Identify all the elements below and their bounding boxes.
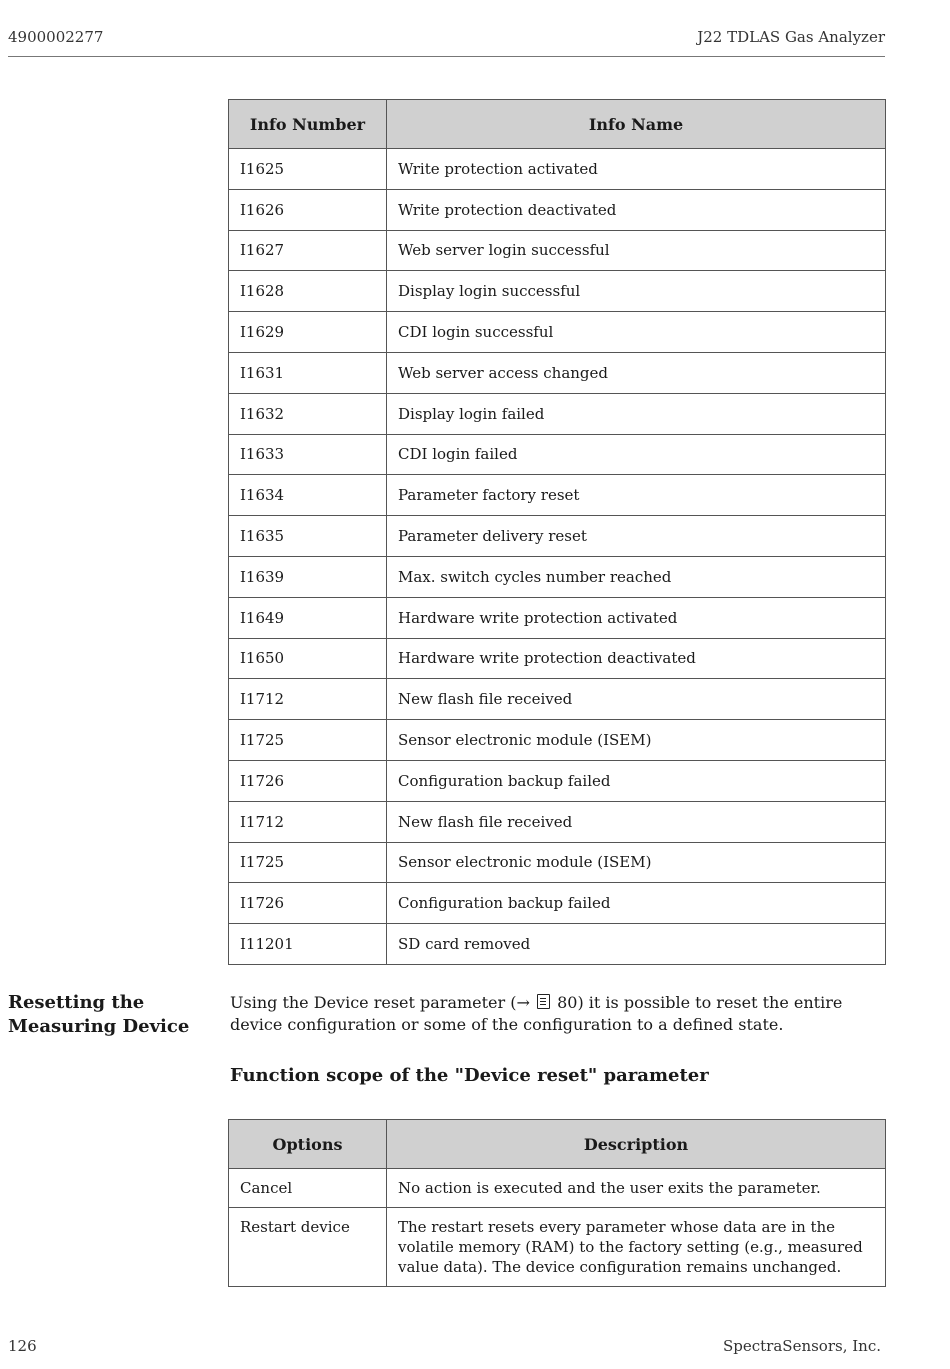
table-cell-value: Configuration backup failed (387, 760, 886, 801)
table-cell-key: I11201 (229, 924, 387, 965)
table-cell-key: I1628 (229, 271, 387, 312)
page-number: 126 (8, 1337, 37, 1355)
doc-number: 4900002277 (8, 28, 104, 46)
table-cell-key: I1633 (229, 434, 387, 475)
options-table (228, 1119, 886, 1287)
column-header: Description (387, 1120, 886, 1169)
table-cell-value: New flash file received (387, 679, 886, 720)
table-cell-value: Parameter delivery reset (387, 516, 886, 557)
table-cell-key: I1725 (229, 720, 387, 761)
table-row (229, 271, 886, 312)
column-header: Info Name (387, 100, 886, 149)
table-cell-value: Web server login successful (387, 230, 886, 271)
table-header-row (229, 100, 886, 149)
table-row (229, 149, 886, 190)
table-row (229, 434, 886, 475)
table-cell-key: I1639 (229, 556, 387, 597)
info-table (228, 99, 886, 965)
table-cell-value: No action is executed and the user exits the parameter. (387, 1169, 886, 1208)
table-row (229, 679, 886, 720)
table-cell-key: I1627 (229, 230, 387, 271)
table-cell-key: I1725 (229, 842, 387, 883)
table-row (229, 924, 886, 965)
table-row (229, 720, 886, 761)
table-cell-key: I1650 (229, 638, 387, 679)
table-cell-value: Write protection deactivated (387, 189, 886, 230)
table-row (229, 312, 886, 353)
options-table-body (229, 1169, 886, 1287)
table-row (229, 842, 886, 883)
table-row (229, 801, 886, 842)
table-row (229, 638, 886, 679)
table-cell-key: I1632 (229, 393, 387, 434)
doc-title: J22 TDLAS Gas Analyzer (697, 28, 885, 46)
table-row (229, 352, 886, 393)
table-cell-value: New flash file received (387, 801, 886, 842)
table-row (229, 597, 886, 638)
table-cell-key: I1712 (229, 679, 387, 720)
table-row (229, 230, 886, 271)
table-cell-value: Max. switch cycles number reached (387, 556, 886, 597)
table-row (229, 1169, 886, 1208)
table-row (229, 883, 886, 924)
table-cell-key: I1631 (229, 352, 387, 393)
paragraph-text: ) it is possible to reset the entire device configuration or some of the configuration to a defined state. (230, 993, 843, 1034)
table-cell-key: I1649 (229, 597, 387, 638)
table-cell-value: The restart resets every parameter whose data are in the volatile memory (RAM) to the factory setting (e.g., measured value data). The device configuration remains unchanged. (387, 1208, 886, 1287)
table-cell-value: Sensor electronic module (ISEM) (387, 842, 886, 883)
column-header: Options (229, 1120, 387, 1169)
table-cell-value: CDI login successful (387, 312, 886, 353)
table-cell-value: Write protection activated (387, 149, 886, 190)
table-cell-value: Display login successful (387, 271, 886, 312)
table-header-row (229, 1120, 886, 1169)
table-row (229, 393, 886, 434)
table-cell-value: Sensor electronic module (ISEM) (387, 720, 886, 761)
table-cell-value: Parameter factory reset (387, 475, 886, 516)
info-table-body (229, 149, 886, 965)
page-reference-link[interactable]: 80 (557, 993, 578, 1012)
table-cell-key: I1625 (229, 149, 387, 190)
table-cell-key: I1712 (229, 801, 387, 842)
table-cell-value: Hardware write protection deactivated (387, 638, 886, 679)
column-header: Info Number (229, 100, 387, 149)
section-heading: Resetting the Measuring Device (8, 992, 190, 1037)
table-cell-key: I1626 (229, 189, 387, 230)
table-cell-value: Display login failed (387, 393, 886, 434)
document-icon (537, 994, 550, 1009)
table-row (229, 475, 886, 516)
paragraph-text: Using the Device reset parameter (→ (230, 993, 535, 1012)
table-cell-key: Restart device (229, 1208, 387, 1287)
company-name: SpectraSensors, Inc. (723, 1337, 881, 1355)
table-row (229, 556, 886, 597)
table-row (229, 189, 886, 230)
table-cell-value: Hardware write protection activated (387, 597, 886, 638)
table-cell-value: CDI login failed (387, 434, 886, 475)
table-cell-key: Cancel (229, 1169, 387, 1208)
table-cell-key: I1635 (229, 516, 387, 557)
subsection-heading: Function scope of the "Device reset" parameter (230, 1065, 709, 1086)
table-cell-value: Configuration backup failed (387, 883, 886, 924)
table-cell-value: SD card removed (387, 924, 886, 965)
table-cell-key: I1726 (229, 883, 387, 924)
table-row (229, 760, 886, 801)
table-row (229, 1208, 886, 1287)
table-row (229, 516, 886, 557)
table-cell-key: I1629 (229, 312, 387, 353)
table-cell-key: I1634 (229, 475, 387, 516)
page-header (8, 28, 885, 57)
section-paragraph (230, 992, 890, 1036)
table-cell-value: Web server access changed (387, 352, 886, 393)
table-cell-key: I1726 (229, 760, 387, 801)
